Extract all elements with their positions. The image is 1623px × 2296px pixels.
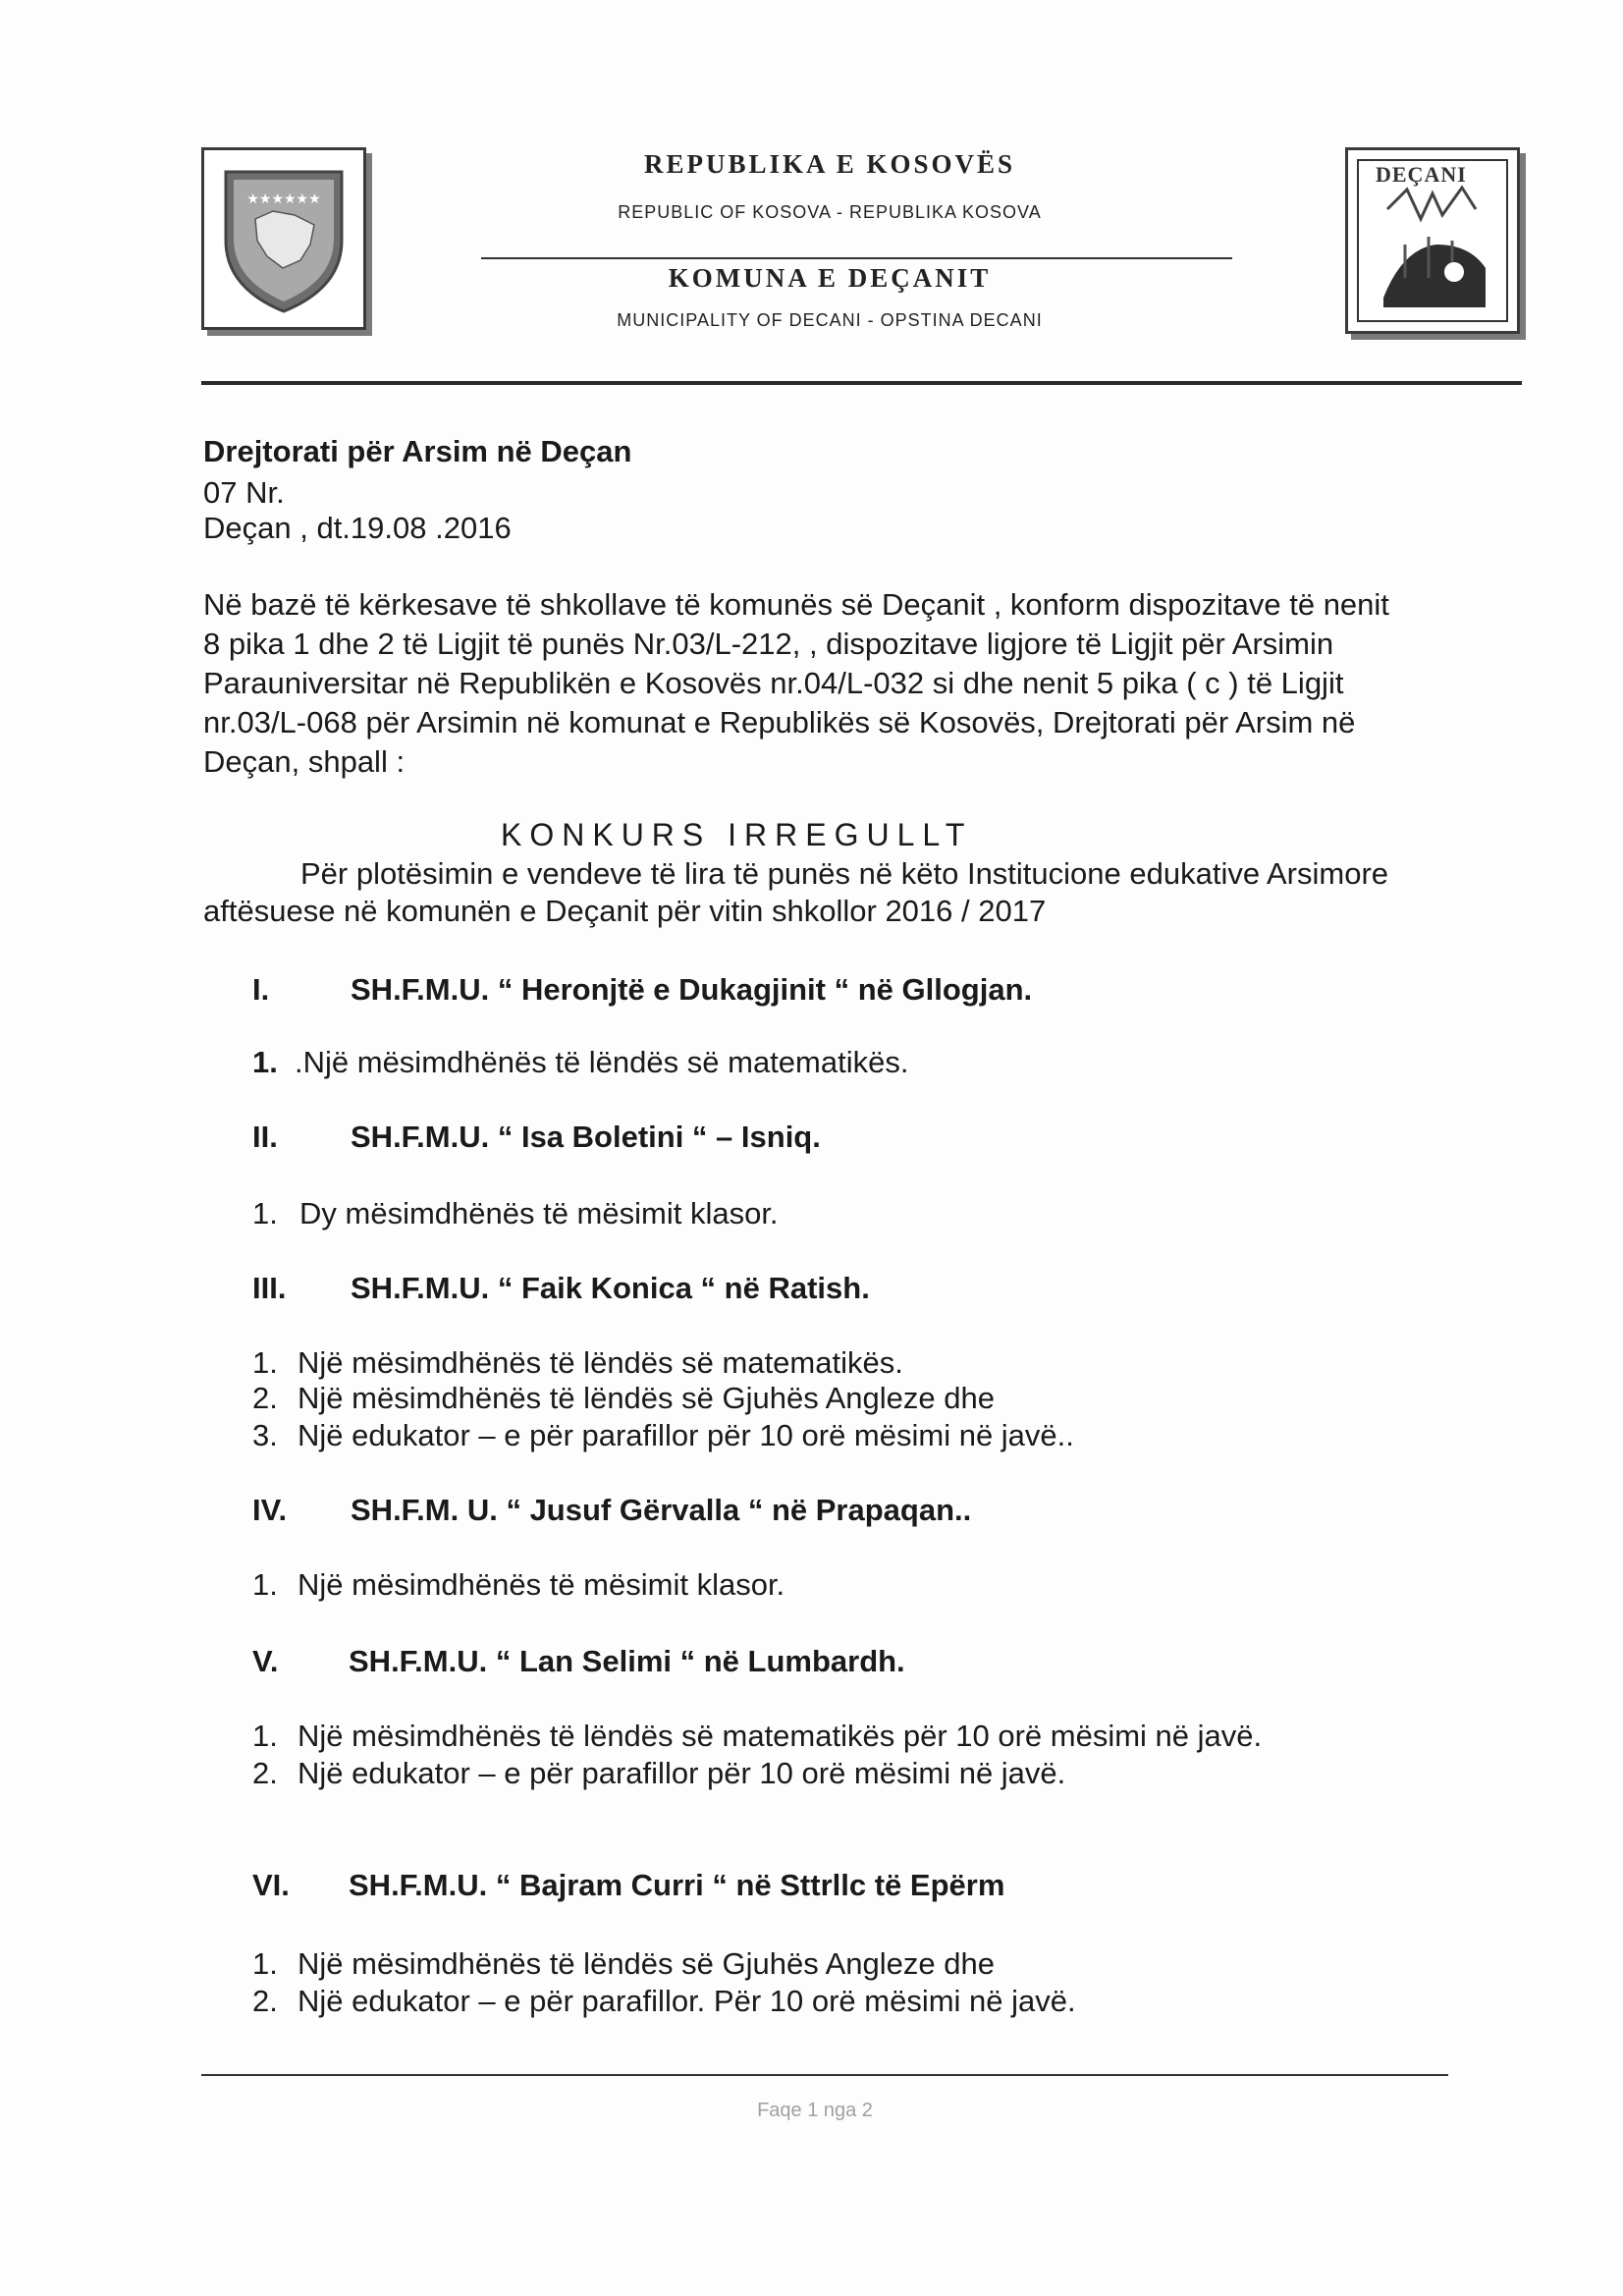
municipality-bilingual-name: MUNICIPALITY OF DECANI - OPSTINA DECANI <box>617 310 1043 330</box>
section-school-name: SH.F.M. U. “ Jusuf Gërvalla “ në Prapaqan.. <box>351 1493 972 1527</box>
municipality-native-name: KOMUNA E DEÇANIT <box>668 263 992 293</box>
republic-native-name: REPUBLIKA E KOSOVËS <box>643 149 1016 179</box>
protocol-number: 07 Nr. <box>203 475 285 510</box>
section-school-name: SH.F.M.U. “ Faik Konica “ në Ratish. <box>351 1271 870 1305</box>
list-item-number: 2. <box>252 1984 278 2018</box>
intro-line: Parauniversitar në Republikën e Kosovës nr.04/L-032 si dhe nenit 5 pika ( c ) të Ligjit <box>203 666 1344 700</box>
section-numeral: III. <box>252 1271 287 1305</box>
list-item-text: Një edukator – e për parafillor për 10 orë mësimi në javë. <box>298 1756 1066 1790</box>
kosovo-coat-of-arms-icon <box>204 150 363 327</box>
section-school-name: SH.F.M.U. “ Bajram Curri “ në Sttrllc të Epërm <box>349 1868 1005 1902</box>
intro-line: Deçan, shpall : <box>203 744 406 779</box>
republic-bilingual-name: REPUBLIC OF KOSOVA - REPUBLIKA KOSOVA <box>618 202 1042 222</box>
coat-of-arms-frame <box>201 147 366 330</box>
municipal-logo-frame <box>1345 147 1520 334</box>
list-item-text: Një mësimdhënës të lëndës së matematikës. <box>298 1345 903 1380</box>
section-school-name: SH.F.M.U. “ Isa Boletini “ – Isniq. <box>351 1120 821 1154</box>
list-item-number: 1. <box>252 1045 278 1079</box>
announcement-subtitle-line-2: aftësuese në komunën e Deçanit për vitin shkollor 2016 / 2017 <box>203 894 1047 928</box>
letterhead-divider <box>201 381 1522 385</box>
section-numeral: I. <box>252 972 270 1007</box>
list-item-number: 1. <box>252 1345 278 1380</box>
list-item-number: 2. <box>252 1756 278 1790</box>
list-item-number: 1. <box>252 1719 278 1753</box>
list-item-text: Një mësimdhënës të lëndës së Gjuhës Angleze dhe <box>298 1381 995 1415</box>
intro-line: 8 pika 1 dhe 2 të Ligjit të punës Nr.03/L-212, , dispozitave ligjore të Ligjit për Arsimin <box>203 627 1334 661</box>
section-numeral: V. <box>252 1644 279 1678</box>
footer-divider <box>201 2074 1448 2076</box>
section-school-name: SH.F.M.U. “ Heronjtë e Dukagjinit “ në Gllogjan. <box>351 972 1033 1007</box>
section-numeral: VI. <box>252 1868 290 1902</box>
list-item-text: .Një mësimdhënës të lëndës së matematikës. <box>295 1045 909 1079</box>
list-item-number: 2. <box>252 1381 278 1415</box>
section-numeral: II. <box>252 1120 278 1154</box>
list-item-number: 1. <box>252 1196 278 1230</box>
municipal-logo-label: DEÇANI <box>1376 162 1467 187</box>
header-divider <box>481 257 1232 259</box>
list-item-number: 1. <box>252 1946 278 1981</box>
list-item-text: Dy mësimdhënës të mësimit klasor. <box>299 1196 779 1230</box>
list-item-number: 1. <box>252 1567 278 1602</box>
intro-paragraph <box>203 585 1499 782</box>
list-item-text: Një edukator – e për parafillor për 10 orë mësimi në javë.. <box>298 1418 1074 1452</box>
section-school-name: SH.F.M.U. “ Lan Selimi “ në Lumbardh. <box>349 1644 905 1678</box>
document-date: Deçan , dt.19.08 .2016 <box>203 511 512 545</box>
intro-line: Në bazë të kërkesave të shkollave të komunës së Deçanit , konform dispozitave të nenit <box>203 587 1389 622</box>
list-item-text: Një mësimdhënës të mësimit klasor. <box>298 1567 785 1602</box>
list-item-text: Një mësimdhënës të lëndës së matematikës për 10 orë mësimi në javë. <box>298 1719 1263 1753</box>
office-title: Drejtorati për Arsim në Deçan <box>203 434 632 468</box>
announcement-title: KONKURS IRREGULLT <box>501 817 973 852</box>
list-item-text: Një mësimdhënës të lëndës së Gjuhës Angleze dhe <box>298 1946 995 1981</box>
announcement-subtitle-line-1: Për plotësimin e vendeve të lira të punës në këto Institucione edukative Arsimore <box>300 856 1389 891</box>
page-number: Faqe 1 nga 2 <box>757 2100 873 2121</box>
svg-text:★★★★★★: ★★★★★★ <box>246 191 321 207</box>
list-item-number: 3. <box>252 1418 278 1452</box>
list-item-text: Një edukator – e për parafillor. Për 10 orë mësimi në javë. <box>298 1984 1076 2018</box>
section-numeral: IV. <box>252 1493 288 1527</box>
intro-line: nr.03/L-068 për Arsimin në komunat e Republikës së Kosovës, Drejtorati për Arsim në <box>203 705 1356 739</box>
